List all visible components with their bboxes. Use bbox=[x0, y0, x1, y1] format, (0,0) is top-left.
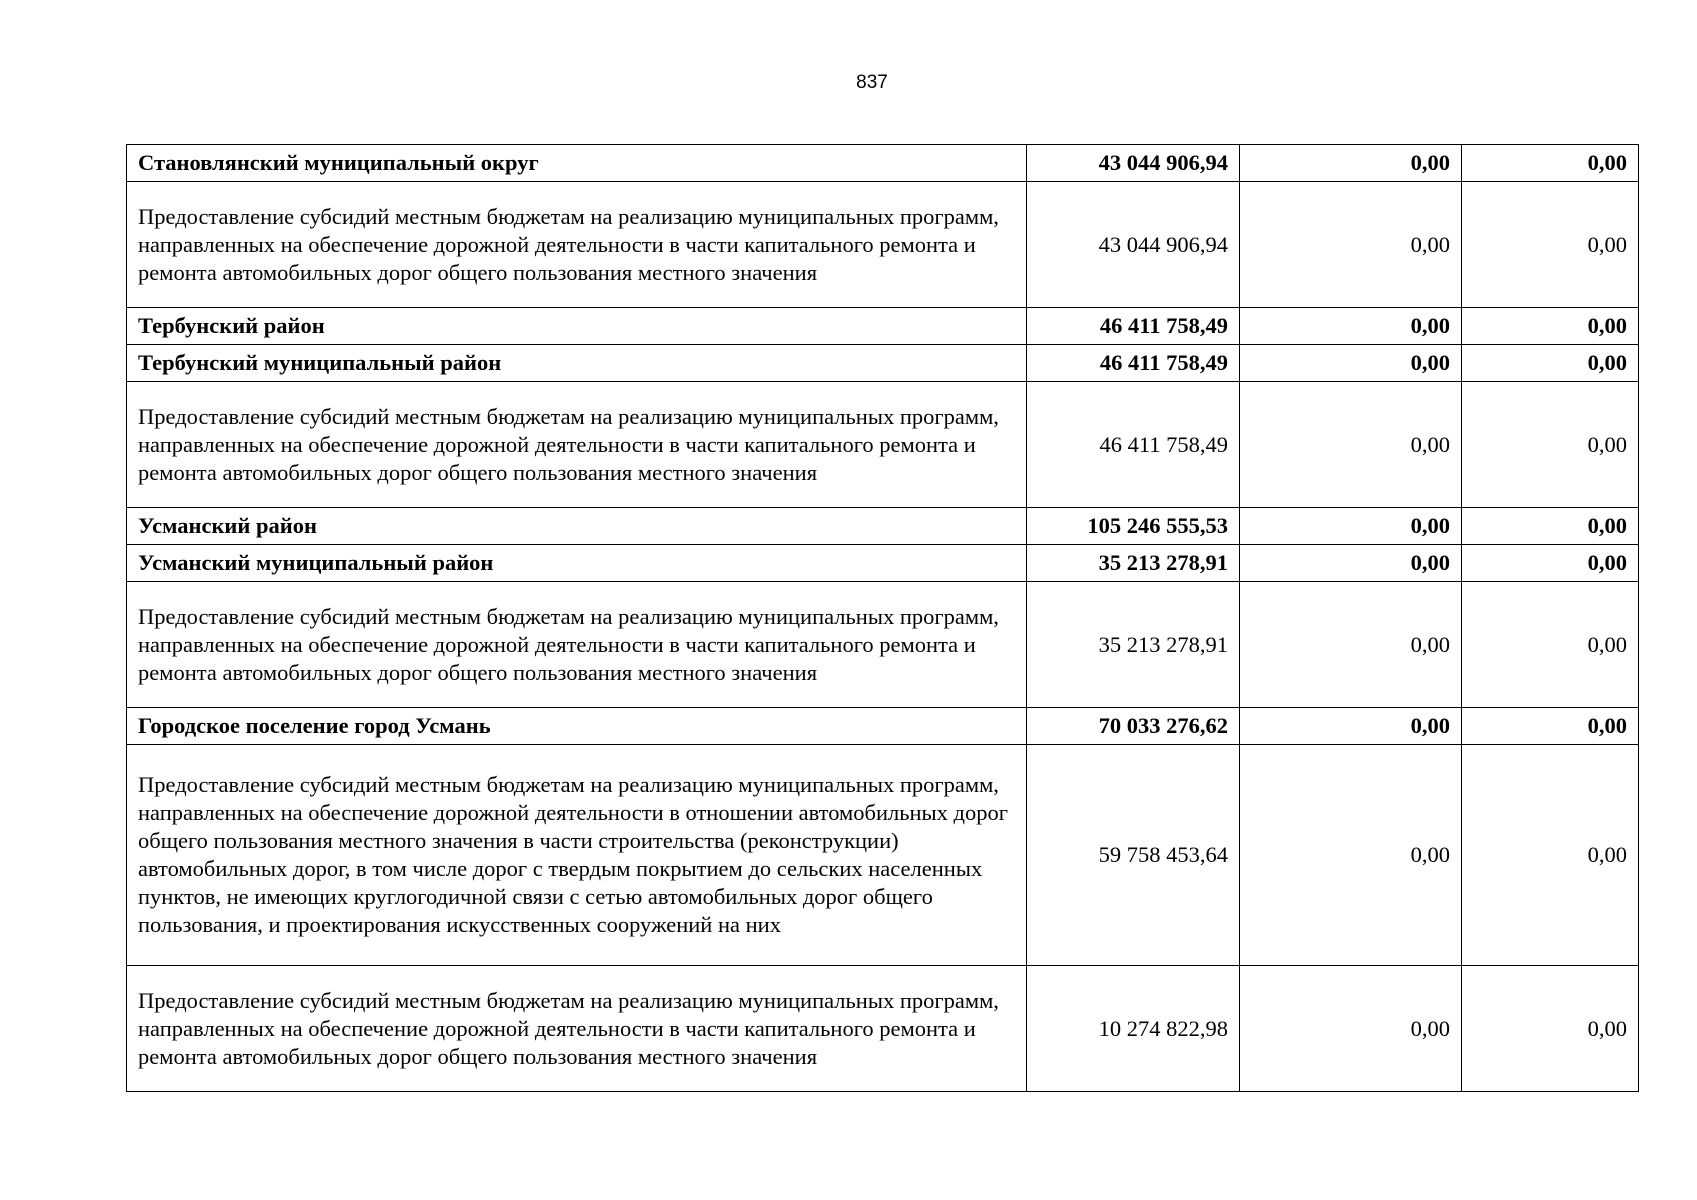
row-value-3: 0,00 bbox=[1462, 582, 1639, 708]
row-name: Предоставление субсидий местным бюджетам на реализацию муниципальных программ, направленных на обеспечение дорожной деятельности в части капитального ремонта и ремонта автомобильных дорог общего пользования местного значения bbox=[127, 182, 1027, 308]
page-number: 837 bbox=[856, 72, 888, 93]
table-row bbox=[127, 182, 1639, 308]
table-row bbox=[127, 582, 1639, 708]
row-value-3: 0,00 bbox=[1462, 966, 1639, 1092]
row-value-2: 0,00 bbox=[1240, 582, 1462, 708]
table-row bbox=[127, 966, 1639, 1092]
table-row bbox=[127, 308, 1639, 345]
row-name: Тербунский район bbox=[127, 308, 1027, 345]
row-value-1: 10 274 822,98 bbox=[1027, 966, 1240, 1092]
row-name: Усманский муниципальный район bbox=[127, 545, 1027, 582]
row-value-1: 59 758 453,64 bbox=[1027, 745, 1240, 966]
row-name: Предоставление субсидий местным бюджетам на реализацию муниципальных программ, направленных на обеспечение дорожной деятельности в части капитального ремонта и ремонта автомобильных дорог общего пользования местного значения bbox=[127, 382, 1027, 508]
table-row bbox=[127, 508, 1639, 545]
row-value-1: 43 044 906,94 bbox=[1027, 145, 1240, 182]
row-value-1: 35 213 278,91 bbox=[1027, 545, 1240, 582]
row-name: Тербунский муниципальный район bbox=[127, 345, 1027, 382]
row-value-2: 0,00 bbox=[1240, 508, 1462, 545]
row-value-1: 70 033 276,62 bbox=[1027, 708, 1240, 745]
row-value-2: 0,00 bbox=[1240, 745, 1462, 966]
row-name: Предоставление субсидий местным бюджетам на реализацию муниципальных программ, направленных на обеспечение дорожной деятельности в части капитального ремонта и ремонта автомобильных дорог общего пользования местного значения bbox=[127, 966, 1027, 1092]
row-value-2: 0,00 bbox=[1240, 308, 1462, 345]
row-value-3: 0,00 bbox=[1462, 382, 1639, 508]
table-row bbox=[127, 145, 1639, 182]
row-value-2: 0,00 bbox=[1240, 545, 1462, 582]
row-name: Городское поселение город Усмань bbox=[127, 708, 1027, 745]
row-value-1: 46 411 758,49 bbox=[1027, 382, 1240, 508]
table-row bbox=[127, 708, 1639, 745]
row-name: Становлянский муниципальный округ bbox=[127, 145, 1027, 182]
row-value-1: 46 411 758,49 bbox=[1027, 345, 1240, 382]
row-value-2: 0,00 bbox=[1240, 182, 1462, 308]
row-name: Усманский район bbox=[127, 508, 1027, 545]
table-row bbox=[127, 545, 1639, 582]
row-value-2: 0,00 bbox=[1240, 966, 1462, 1092]
row-value-3: 0,00 bbox=[1462, 182, 1639, 308]
row-value-3: 0,00 bbox=[1462, 145, 1639, 182]
row-name: Предоставление субсидий местным бюджетам на реализацию муниципальных программ, направленных на обеспечение дорожной деятельности в части капитального ремонта и ремонта автомобильных дорог общего пользования местного значения bbox=[127, 582, 1027, 708]
row-value-3: 0,00 bbox=[1462, 745, 1639, 966]
row-value-2: 0,00 bbox=[1240, 345, 1462, 382]
table-row bbox=[127, 745, 1639, 966]
row-value-2: 0,00 bbox=[1240, 382, 1462, 508]
row-value-3: 0,00 bbox=[1462, 345, 1639, 382]
row-value-3: 0,00 bbox=[1462, 508, 1639, 545]
row-value-1: 105 246 555,53 bbox=[1027, 508, 1240, 545]
row-value-2: 0,00 bbox=[1240, 708, 1462, 745]
budget-table bbox=[126, 144, 1639, 1092]
row-value-3: 0,00 bbox=[1462, 708, 1639, 745]
table-row bbox=[127, 382, 1639, 508]
row-value-3: 0,00 bbox=[1462, 545, 1639, 582]
row-value-2: 0,00 bbox=[1240, 145, 1462, 182]
row-name: Предоставление субсидий местным бюджетам на реализацию муниципальных программ, направленных на обеспечение дорожной деятельности в отношении автомобильных дорог общего пользования местного значения в части строительства (реконструкции) автомобильных дорог, в том числе дорог с твердым покрытием до сельских населенных пунктов, не имеющих круглогодичной связи с сетью автомобильных дорог общего пользования, и проектирования искусственных сооружений на них bbox=[127, 745, 1027, 966]
table-row bbox=[127, 345, 1639, 382]
row-value-1: 43 044 906,94 bbox=[1027, 182, 1240, 308]
row-value-3: 0,00 bbox=[1462, 308, 1639, 345]
row-value-1: 46 411 758,49 bbox=[1027, 308, 1240, 345]
row-value-1: 35 213 278,91 bbox=[1027, 582, 1240, 708]
